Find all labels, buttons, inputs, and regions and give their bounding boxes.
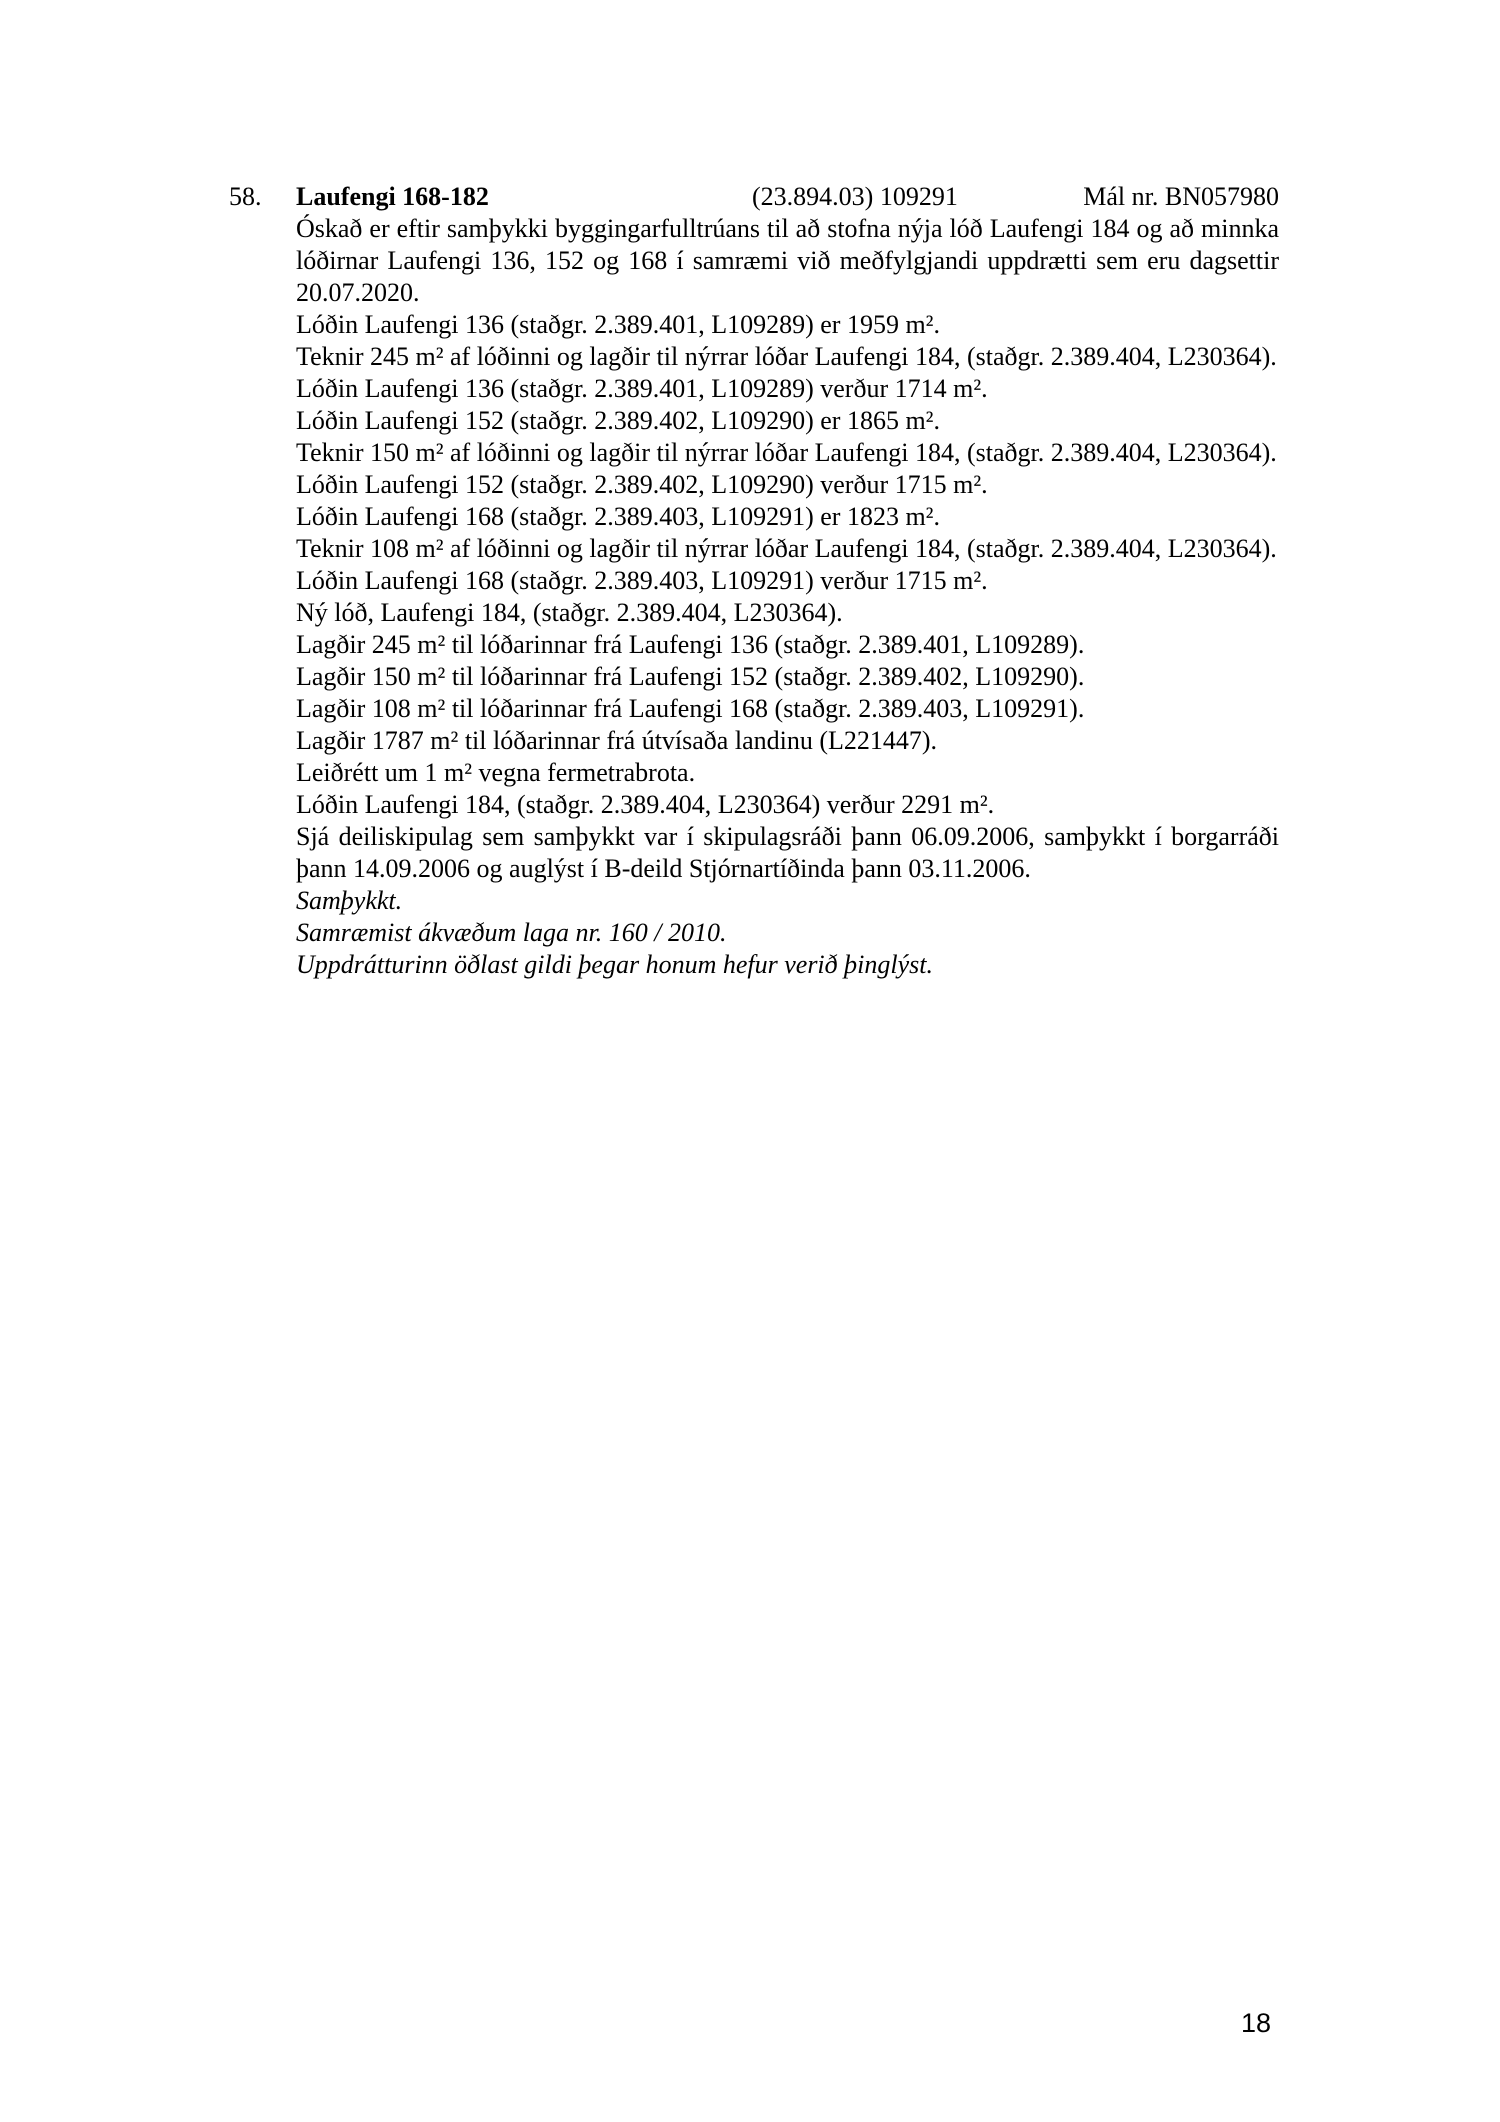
paragraph: Lagðir 150 m² til lóðarinnar frá Laufengi 152 (staðgr. 2.389.402, L109290). [296,662,1085,691]
item-title: Laufengi 168-182 [296,182,489,211]
page-number: 18 [1241,2008,1272,2038]
item-body [296,213,1279,981]
paragraph: Teknir 108 m² af lóðinni og lagðir til nýrrar lóðar Laufengi 184, (staðgr. 2.389.404, L230364). [296,534,1277,563]
paragraph: Lóðin Laufengi 136 (staðgr. 2.389.401, L109289) er 1959 m². [296,310,940,339]
item-header [229,181,1279,213]
case-number: Mál nr. BN057980 [1083,182,1279,211]
decision-text: Samræmist ákvæðum laga nr. 160 / 2010. [296,918,727,947]
paragraph: Lóðin Laufengi 168 (staðgr. 2.389.403, L109291) verður 1715 m². [296,566,988,595]
paragraph: Teknir 150 m² af lóðinni og lagðir til nýrrar lóðar Laufengi 184, (staðgr. 2.389.404, L230364). [296,438,1277,467]
decision-text: Uppdrátturinn öðlast gildi þegar honum hefur verið þinglýst. [296,950,933,979]
paragraph: Lóðin Laufengi 168 (staðgr. 2.389.403, L109291) er 1823 m². [296,502,940,531]
paragraph: Lagðir 1787 m² til lóðarinnar frá útvísaða landinu (L221447). [296,726,938,755]
paragraph: Lóðin Laufengi 152 (staðgr. 2.389.402, L109290) verður 1715 m². [296,470,988,499]
paragraph: Lagðir 108 m² til lóðarinnar frá Laufengi 168 (staðgr. 2.389.403, L109291). [296,694,1085,723]
paragraph: Óskað er eftir samþykki byggingarfulltrúans til að stofna nýja lóð Laufengi 184 og að minnka lóðirnar Laufengi 136, 152 og 168 í samræmi við meðfylgjandi uppdrætti sem eru dagsettir 20.07.2020. [296,214,1279,307]
paragraph: Lagðir 245 m² til lóðarinnar frá Laufengi 136 (staðgr. 2.389.401, L109289). [296,630,1085,659]
paragraph: Leiðrétt um 1 m² vegna fermetrabrota. [296,758,696,787]
decision-text: Samþykkt. [296,886,403,915]
paragraph: Lóðin Laufengi 184, (staðgr. 2.389.404, L230364) verður 2291 m². [296,790,995,819]
paragraph: Sjá deiliskipulag sem samþykkt var í skipulagsráði þann 06.09.2006, samþykkt í borgarráði þann 14.09.2006 og auglýst í B-deild Stjórnartíðinda þann 03.11.2006. [296,822,1279,883]
paragraph: Lóðin Laufengi 136 (staðgr. 2.389.401, L109289) verður 1714 m². [296,374,988,403]
item-number: 58. [229,182,262,211]
item-reference: (23.894.03) 109291 [752,182,958,211]
paragraph: Ný lóð, Laufengi 184, (staðgr. 2.389.404, L230364). [296,598,843,627]
paragraph: Lóðin Laufengi 152 (staðgr. 2.389.402, L109290) er 1865 m². [296,406,940,435]
paragraph: Teknir 245 m² af lóðinni og lagðir til nýrrar lóðar Laufengi 184, (staðgr. 2.389.404, L230364). [296,342,1277,371]
agenda-item [229,181,1279,981]
